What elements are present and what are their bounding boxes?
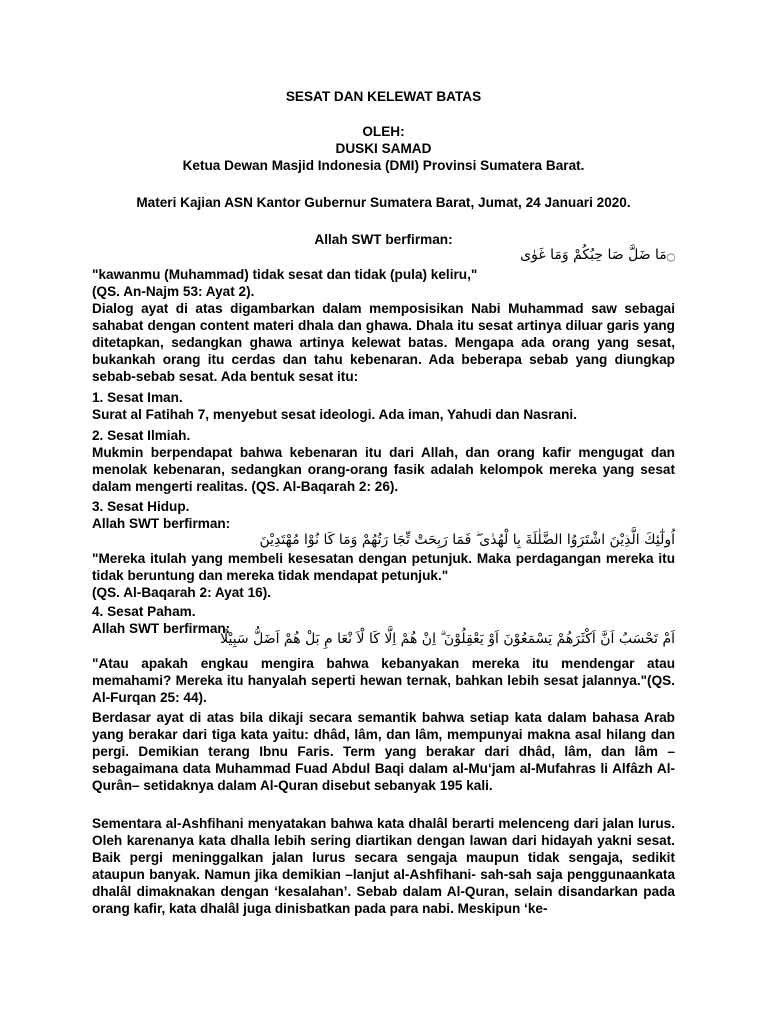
- intro-translation: "kawanmu (Muhammad) tidak sesat dan tidak (pula) keliru,": [92, 267, 478, 282]
- section-3-arabic-verse: اُولٰٓئِكَ الَّذِيْنَ اشْتَرَوُا الضَّلٰلَةَ بِا لْهُدٰى ۖ فَمَا رَبِحَتْ تِّجَا رَتُهُمْ وَمَا كَا نُوْا مُهْتَدِيْنَ: [259, 532, 675, 548]
- section-1-title: 1. Sesat Iman.: [92, 390, 183, 405]
- section-4-translation: "Atau apakah engkau mengira bahwa kebanyakan mereka itu mendengar atau memahami? Mereka itu hanyalah seperti hewan ternak, bahkan lebih sesat jalannya."(QS. Al-Furqan 25: 44).: [92, 656, 675, 705]
- byline-label: OLEH:: [362, 124, 405, 139]
- section-3-allah-berfirman: Allah SWT berfirman:: [92, 516, 231, 531]
- intro-allah-berfirman: Allah SWT berfirman:: [314, 232, 453, 247]
- section-1-text: Surat al Fatihah 7, menyebut sesat ideologi. Ada iman, Yahudi dan Nasrani.: [92, 407, 577, 422]
- intro-arabic-verse: ۝مَا ضَلَّ صَا حِبُكُمْ وَمَا غَوٰى: [520, 247, 675, 263]
- section-3-title: 3. Sesat Hidup.: [92, 499, 190, 514]
- document-title: SESAT DAN KELEWAT BATAS: [285, 89, 482, 104]
- intro-reference: (QS. An-Najm 53: Ayat 2).: [92, 284, 255, 299]
- section-4-allah-berfirman: Allah SWT berfirman:: [92, 621, 231, 636]
- intro-paragraph: Dialog ayat di atas digambarkan dalam memposisikan Nabi Muhammad saw sebagai sahabat dengan content materi dhala dan ghawa. Dhala itu sesat artinya diluar garis yang ditetapkan, sedangkan ghawa artinya kelewat batas. Mengapa ada orang yang sesat, bukankah orang itu cerdas dan tahu kebenaran. Ada beberapa sebab yang diungkap sebab-sebab sesat. Ada bentuk sesat itu:: [92, 301, 675, 384]
- author-role: Ketua Dewan Masjid Indonesia (DMI) Provinsi Sumatera Barat.: [182, 158, 585, 173]
- section-4-title: 4. Sesat Paham.: [92, 604, 196, 619]
- event-line: Materi Kajian ASN Kantor Gubernur Sumatera Barat, Jumat, 24 Januari 2020.: [136, 195, 631, 210]
- section-4-arabic-verse: اَمْ تَحْسَبُ اَنَّ اَكْثَرَهُمْ يَسْمَعُوْنَ اَوْ يَعْقِلُوْنَ ۗ اِنْ هُمْ اِلَّا كَا لْاَ نْعَا مِ بَلْ هُمْ اَضَلُّ سَبِيْلًا: [220, 631, 675, 647]
- section-2-text: Mukmin berpendapat bahwa kebenaran itu dari Allah, dan orang kafir mengugat dan menolak kebenaran, sedangkan orang-orang fasik adalah kelompok mereka yang sesat dalam mengerti realitas. (QS. Al-Baqarah 2: 26).: [92, 445, 675, 494]
- section-3-translation: "Mereka itulah yang membeli kesesatan dengan petunjuk. Maka perdagangan mereka itu tidak beruntung dan mereka tidak mendapat petunjuk.": [92, 551, 675, 583]
- section-3-reference: (QS. Al-Baqarah 2: Ayat 16).: [92, 585, 272, 600]
- author-name: DUSKI SAMAD: [335, 141, 432, 156]
- closing-paragraph: Sementara al-Ashfihani menyatakan bahwa kata dhalâl berarti melenceng dari jalan lurus. Oleh karenanya kata dhalla lebih sering diartikan dengan lawan dari hidayah yakni sesat. Baik pergi meninggalkan jalan lurus secara sengaja maupun tidak sengaja, sedikit ataupun banyak. Namun jika demikian –lanjut al-Ashfihani- sah-sah saja penggunaankata dhalâl dimaknakan dengan ‘kesalahan’. Sebab dalam Al-Quran, selain disandarkan pada orang kafir, kata dhalâl juga dinisbatkan pada para nabi. Meskipun ‘ke-: [92, 816, 675, 916]
- section-4-paragraph: Berdasar ayat di atas bila dikaji secara semantik bahwa setiap kata dalam bahasa Arab yang berakar dari tiga kata yaitu: dhâd, lâm, dan lâm, mempunyai makna asal hilang dan pergi. Demikian terang Ibnu Faris. Term yang berakar dari dhâd, lâm, dan lâm – sebagaimana data Muhammad Fuad Abdul Baqi dalam al-Mu‘jam al-Mufahras li Alfâzh Al-Qurân– setidaknya dalam Al-Quran disebut sebanyak 195 kali.: [92, 710, 675, 793]
- section-2-title: 2. Sesat Ilmiah.: [92, 428, 191, 443]
